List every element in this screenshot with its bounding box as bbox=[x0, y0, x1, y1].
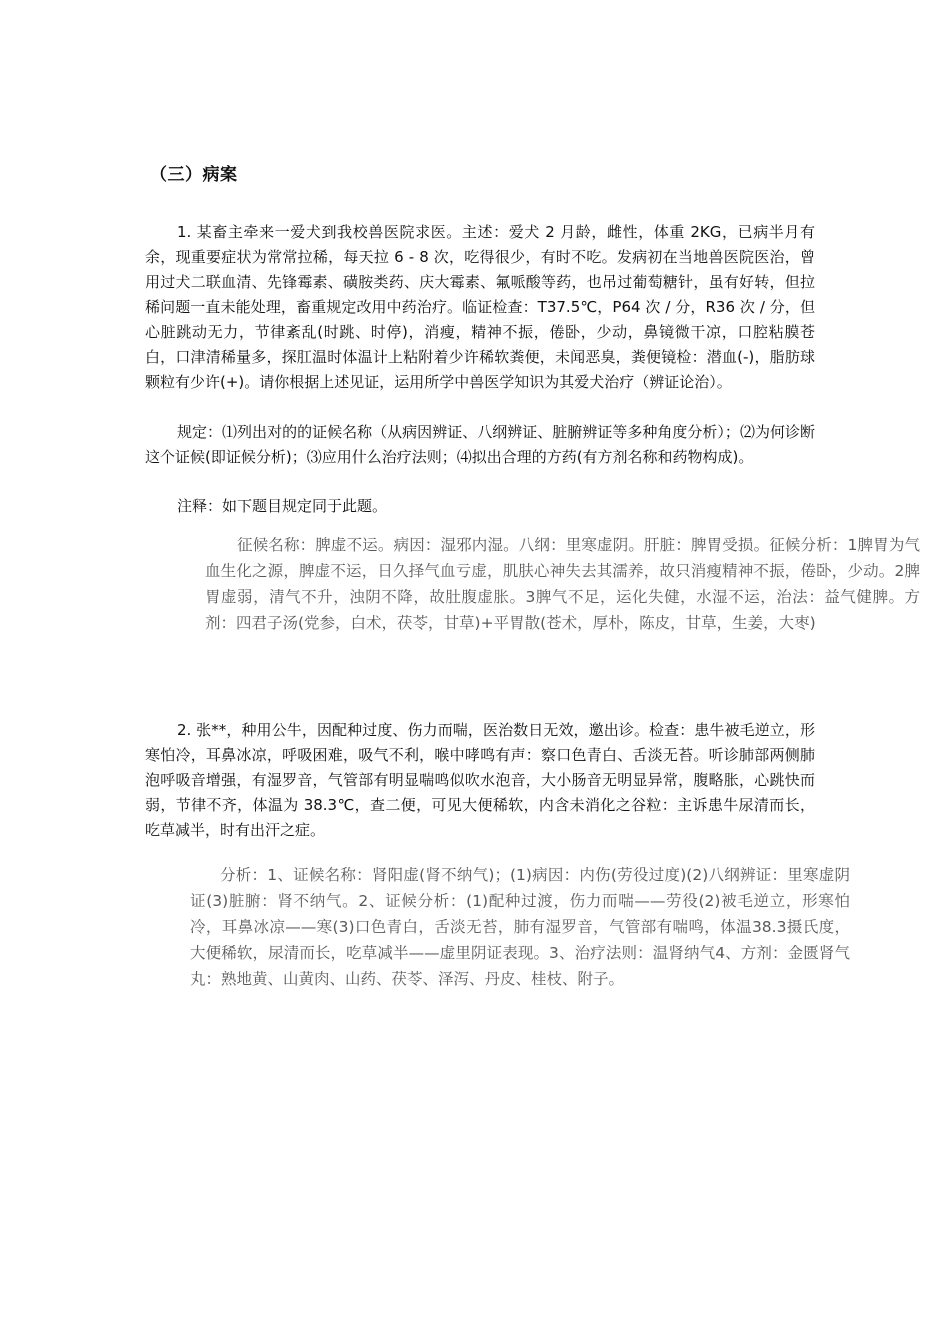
case-1-description: 1. 某畜主牵来一爱犬到我校兽医院求医。主述：爱犬 2 月龄，雌性，体重 2KG，已病半月有余，现重要症状为常常拉稀，每天拉 6 - 8 次，吃得很少，有时不吃。发病初在当地兽医院医治，曾用过犬二联血清、先锋霉素、磺胺类药、庆大霉素、氟哌酸等药，也吊过葡萄糖针，虽有好转，但拉稀问题一直未能处理，畜重规定改用中药治疗。临证检查：T37.5℃，P64 次 / 分，R36 次 / 分，但心脏跳动无力，节律紊乱(时跳、时停)，消瘦，精神不振，倦卧，少动，鼻镜微干凉，口腔粘膜苍白，口津清稀量多，探肛温时体温计上粘附着少许稀软粪便，未闻恶臭，粪便镜检：潜血(-)，脂肪球颗粒有少许(+)。请你根据上述见证，运用所学中兽医学知识为其爱犬治疗（辨证论治）。 bbox=[145, 223, 815, 391]
case-2-description: 2. 张**，种用公牛，因配种过度、伤力而喘，医治数日无效，邀出诊。检查：患牛被毛逆立，形寒怕冷，耳鼻冰凉，呼吸困难，吸气不利，喉中哮鸣有声：察口色青白、舌淡无苔。听诊肺部两侧肺泡呼吸音增强，有湿罗音，气管部有明显喘鸣似吹水泡音，大小肠音无明显异常，腹略胀，心跳快而弱，节律不齐，体温为 38.3℃，查二便，可见大便稀软，内含未消化之谷粒：主诉患牛尿清而长，吃草减半，时有出汗之症。 bbox=[145, 721, 815, 839]
section-heading: （三）病案 bbox=[150, 165, 238, 185]
case-1-answer: 征候名称：脾虚不运。病因：湿邪内湿。八纲：里寒虚阴。肝脏：脾胃受损。征候分析：1脾胃为气血生化之源，脾虚不运，日久择气血亏虚，肌肤心神失去其濡养，故只消瘦精神不振，倦卧，少动。2脾胃虚弱，清气不升，浊阴不降，故肚腹虚胀。3脾气不足，运化失健，水湿不运，治法：益气健脾。方剂：四君子汤(党参，白术，茯苓，甘草)+平胃散(苍术，厚朴，陈皮，甘草，生姜，大枣) bbox=[205, 536, 920, 632]
case-1-requirements: 规定：⑴列出对的的证候名称（从病因辨证、八纲辨证、脏腑辨证等多种角度分析）；⑵为何诊断这个证候(即证候分析)；⑶应用什么治疗法则；⑷拟出合理的方药(有方剂名称和药物构成)。 bbox=[145, 423, 815, 466]
case-2-answer: 分析：1、证候名称：肾阳虚(肾不纳气)；(1)病因：内伤(劳役过度)(2)八纲辨证：里寒虚阴证(3)脏腑：肾不纳气。2、证候分析：(1)配种过渡，伤力而喘——劳役(2)被毛逆立，形寒怕冷，耳鼻冰凉——寒(3)口色青白，舌淡无苔，肺有湿罗音，气管部有喘鸣，体温38.3摄氏度，大便稀软，尿清而长，吃草减半——虚里阴证表现。3、治疗法则：温肾纳气4、方剂：金匮肾气丸：熟地黄、山黄肉、山药、茯苓、泽泻、丹皮、桂枝、附子。 bbox=[190, 866, 850, 988]
case-1-note: 注释：如下题目规定同于此题。 bbox=[177, 497, 388, 515]
